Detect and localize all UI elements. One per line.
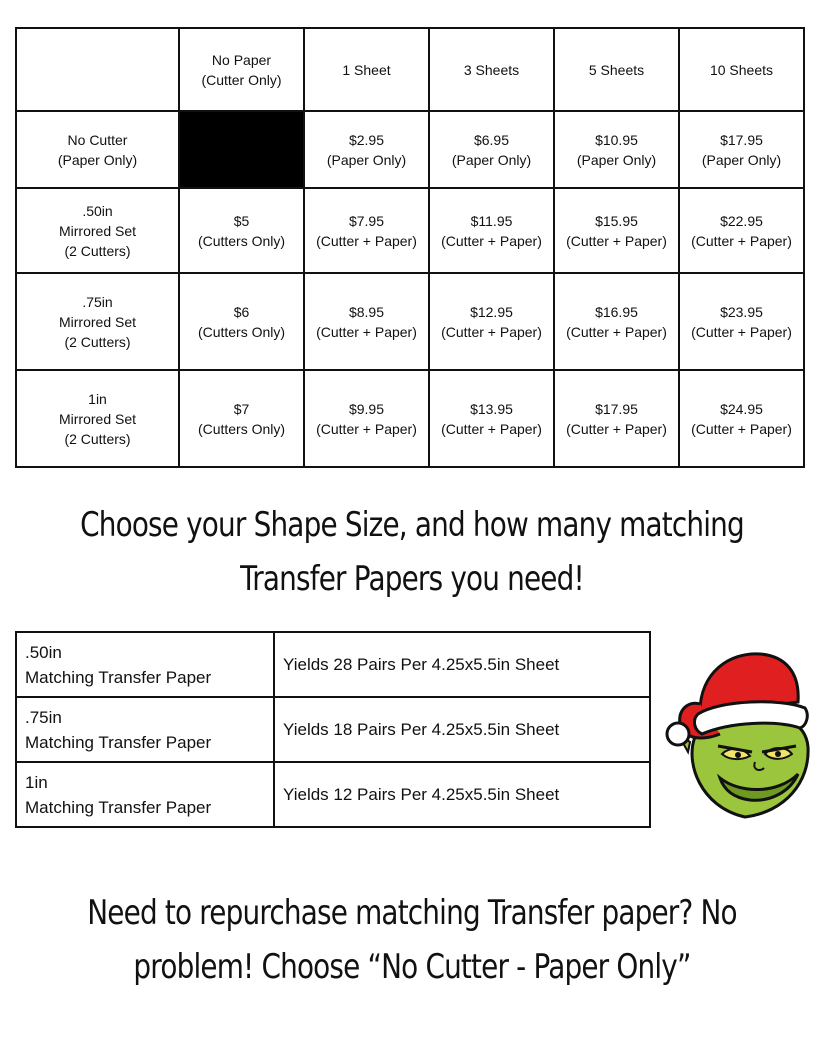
paper-size: .75in <box>25 707 62 727</box>
row-label: .50in Mirrored Set (2 Cutters) <box>16 188 179 273</box>
row-label: 1in Mirrored Set (2 Cutters) <box>16 370 179 467</box>
headline-repurchase: Need to repurchase matching Transfer paper? No problem! Choose “No Cutter - Paper Only” <box>87 893 737 987</box>
price-cell: $10.95 (Paper Only) <box>554 111 679 188</box>
price-cell: $7 (Cutters Only) <box>179 370 304 467</box>
price-cell: $6.95 (Paper Only) <box>429 111 554 188</box>
grinch-santa-hat-icon <box>660 642 820 822</box>
table-row <box>16 632 650 697</box>
price-cell: $5 (Cutters Only) <box>179 188 304 273</box>
blacked-out-cell <box>179 111 304 188</box>
price-cell: $9.95 (Cutter + Paper) <box>304 370 429 467</box>
price-cell: $8.95 (Cutter + Paper) <box>304 273 429 370</box>
paper-size-cell <box>16 632 274 697</box>
transfer-paper-table <box>15 631 651 828</box>
price-cell: $13.95 (Cutter + Paper) <box>429 370 554 467</box>
header-cell: 5 Sheets <box>554 28 679 111</box>
header-cell: No Paper (Cutter Only) <box>179 28 304 111</box>
price-cell: $23.95 (Cutter + Paper) <box>679 273 804 370</box>
price-cell: $16.95 (Cutter + Paper) <box>554 273 679 370</box>
price-cell: $12.95 (Cutter + Paper) <box>429 273 554 370</box>
header-cell <box>16 28 179 111</box>
header-cell: 3 Sheets <box>429 28 554 111</box>
table-row <box>16 762 650 827</box>
table-row <box>16 370 804 467</box>
table-row <box>16 697 650 762</box>
paper-size: .50in <box>25 642 62 662</box>
price-cell: $11.95 (Cutter + Paper) <box>429 188 554 273</box>
paper-size-cell <box>16 762 274 827</box>
row-label: .75in Mirrored Set (2 Cutters) <box>16 273 179 370</box>
paper-yield: Yields 28 Pairs Per 4.25x5.5in Sheet <box>274 632 650 697</box>
price-cell: $7.95 (Cutter + Paper) <box>304 188 429 273</box>
paper-yield: Yields 18 Pairs Per 4.25x5.5in Sheet <box>274 697 650 762</box>
paper-label: Matching Transfer Paper <box>25 797 212 817</box>
price-header-row <box>16 28 804 111</box>
price-table <box>15 27 805 468</box>
paper-yield: Yields 12 Pairs Per 4.25x5.5in Sheet <box>274 762 650 827</box>
table-row <box>16 273 804 370</box>
row-label: No Cutter (Paper Only) <box>16 111 179 188</box>
price-cell: $24.95 (Cutter + Paper) <box>679 370 804 467</box>
price-cell: $17.95 (Cutter + Paper) <box>554 370 679 467</box>
price-cell: $17.95 (Paper Only) <box>679 111 804 188</box>
paper-label: Matching Transfer Paper <box>25 732 212 752</box>
paper-size-cell <box>16 697 274 762</box>
header-cell: 10 Sheets <box>679 28 804 111</box>
headline-choose-size: Choose your Shape Size, and how many matching Transfer Papers you need! <box>80 505 744 599</box>
paper-size: 1in <box>25 772 48 792</box>
price-cell: $2.95 (Paper Only) <box>304 111 429 188</box>
table-row <box>16 111 804 188</box>
price-cell: $15.95 (Cutter + Paper) <box>554 188 679 273</box>
price-cell: $22.95 (Cutter + Paper) <box>679 188 804 273</box>
paper-label: Matching Transfer Paper <box>25 667 212 687</box>
table-row <box>16 188 804 273</box>
price-cell: $6 (Cutters Only) <box>179 273 304 370</box>
header-cell: 1 Sheet <box>304 28 429 111</box>
